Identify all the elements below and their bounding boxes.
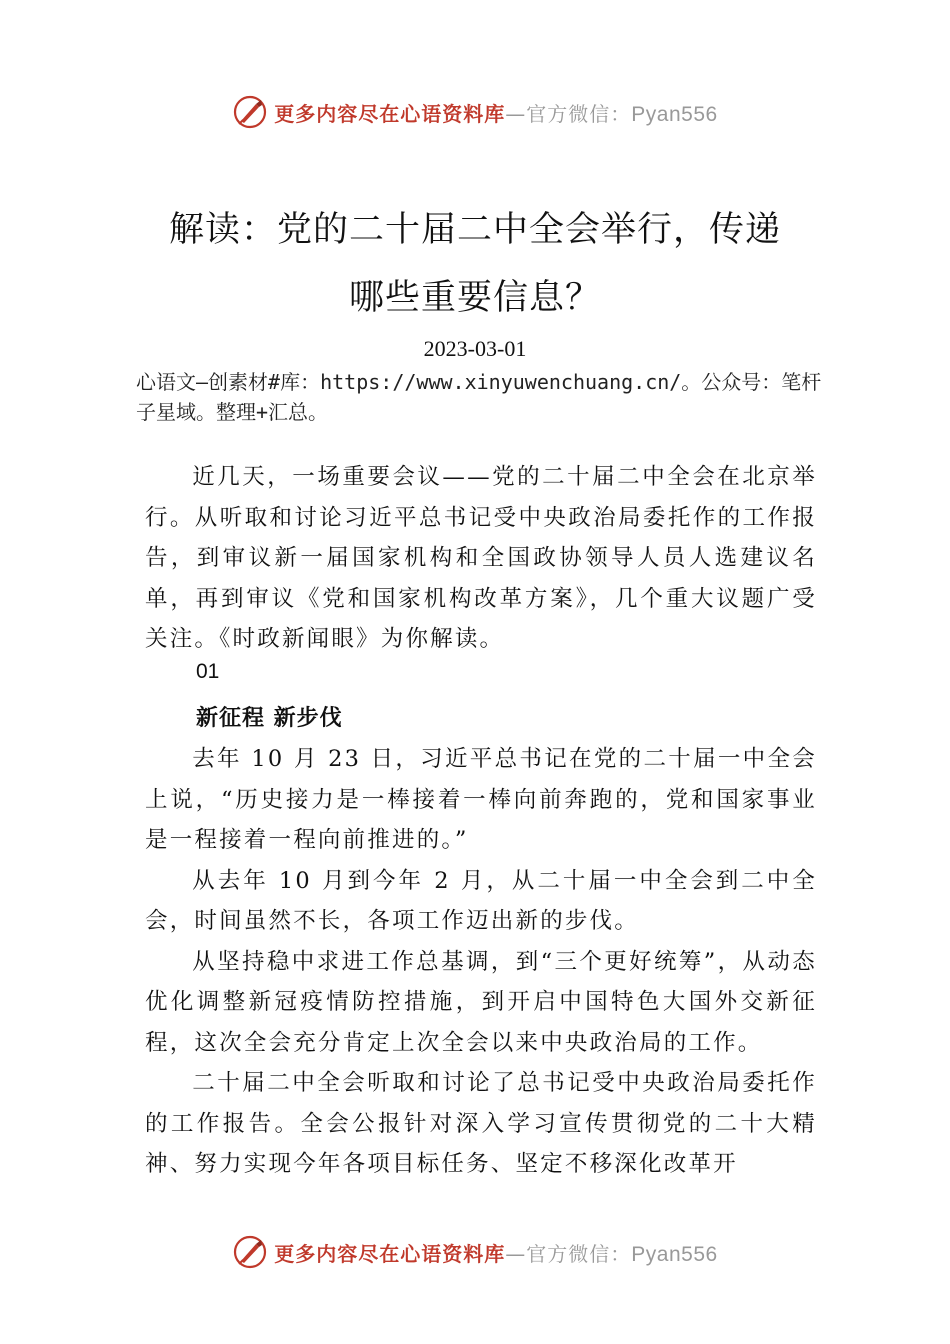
banner-wechat-label: 官方微信： xyxy=(526,101,632,126)
page-title-line-1: 解读：党的二十届二中全会举行，传递 xyxy=(168,210,781,250)
intro-block xyxy=(145,457,817,660)
header-banner xyxy=(0,92,950,132)
banner-brand: 更多内容尽在心语资料库 xyxy=(274,101,506,126)
page-title-line-2: 哪些重要信息？ xyxy=(348,278,601,318)
quill-pen-logo-icon xyxy=(232,1234,268,1270)
source-note: 心语文—创素材#库：https://www.xinyuwenchuang.cn/。公众号：笔杆子星域。整理+汇总。 xyxy=(136,370,822,424)
banner-text xyxy=(274,1238,717,1267)
banner-account: Pyan556 xyxy=(631,102,718,126)
body-paragraph: 二十届二中全会听取和讨论了总书记受中央政治局委托作的工作报告。全会公报针对深入学习宣传贯彻党的二十大精神、努力实现今年各项目标任务、坚定不移深化改革开 xyxy=(145,1070,817,1177)
banner-dash: — xyxy=(505,101,527,126)
body-paragraph: 从坚持稳中求进工作总基调，到“三个更好统筹”，从动态优化调整新冠疫情防控措施，到开启中国特色大国外交新征程，这次全会充分肯定上次全会以来中央政治局的工作。 xyxy=(145,948,817,1056)
footer-banner xyxy=(0,1232,950,1272)
banner-text xyxy=(274,98,717,127)
section-number: 01 xyxy=(196,660,220,683)
quill-pen-logo-icon xyxy=(232,94,268,130)
publish-date: 2023-03-01 xyxy=(423,336,527,361)
banner-brand: 更多内容尽在心语资料库 xyxy=(274,1241,506,1266)
body-paragraph: 从去年 10 月到今年 2 月，从二十届一中全会到二中全会，时间虽然不长，各项工作迈出新的步伐。 xyxy=(145,867,817,934)
intro-paragraph: 近几天，一场重要会议——党的二十届二中全会在北京举行。从听取和讨论习近平总书记受中央政治局委托作的工作报告，到审议新一届国家机构和全国政协领导人员人选建议名单，再到审议《党和国家机构改革方案》，几个重大议题广受关注。《时政新闻眼》为你解读。 xyxy=(145,464,817,652)
banner-account: Pyan556 xyxy=(631,1242,718,1266)
banner-dash: — xyxy=(505,1241,527,1266)
article-body xyxy=(145,739,817,1185)
banner-wechat-label: 官方微信： xyxy=(526,1241,632,1266)
section-title: 新征程 新步伐 xyxy=(196,706,343,731)
body-paragraph: 去年 10 月 23 日，习近平总书记在党的二十届一中全会上说，“历史接力是一棒接着一棒向前奔跑的，党和国家事业是一程接着一程向前推进的。” xyxy=(145,746,817,853)
